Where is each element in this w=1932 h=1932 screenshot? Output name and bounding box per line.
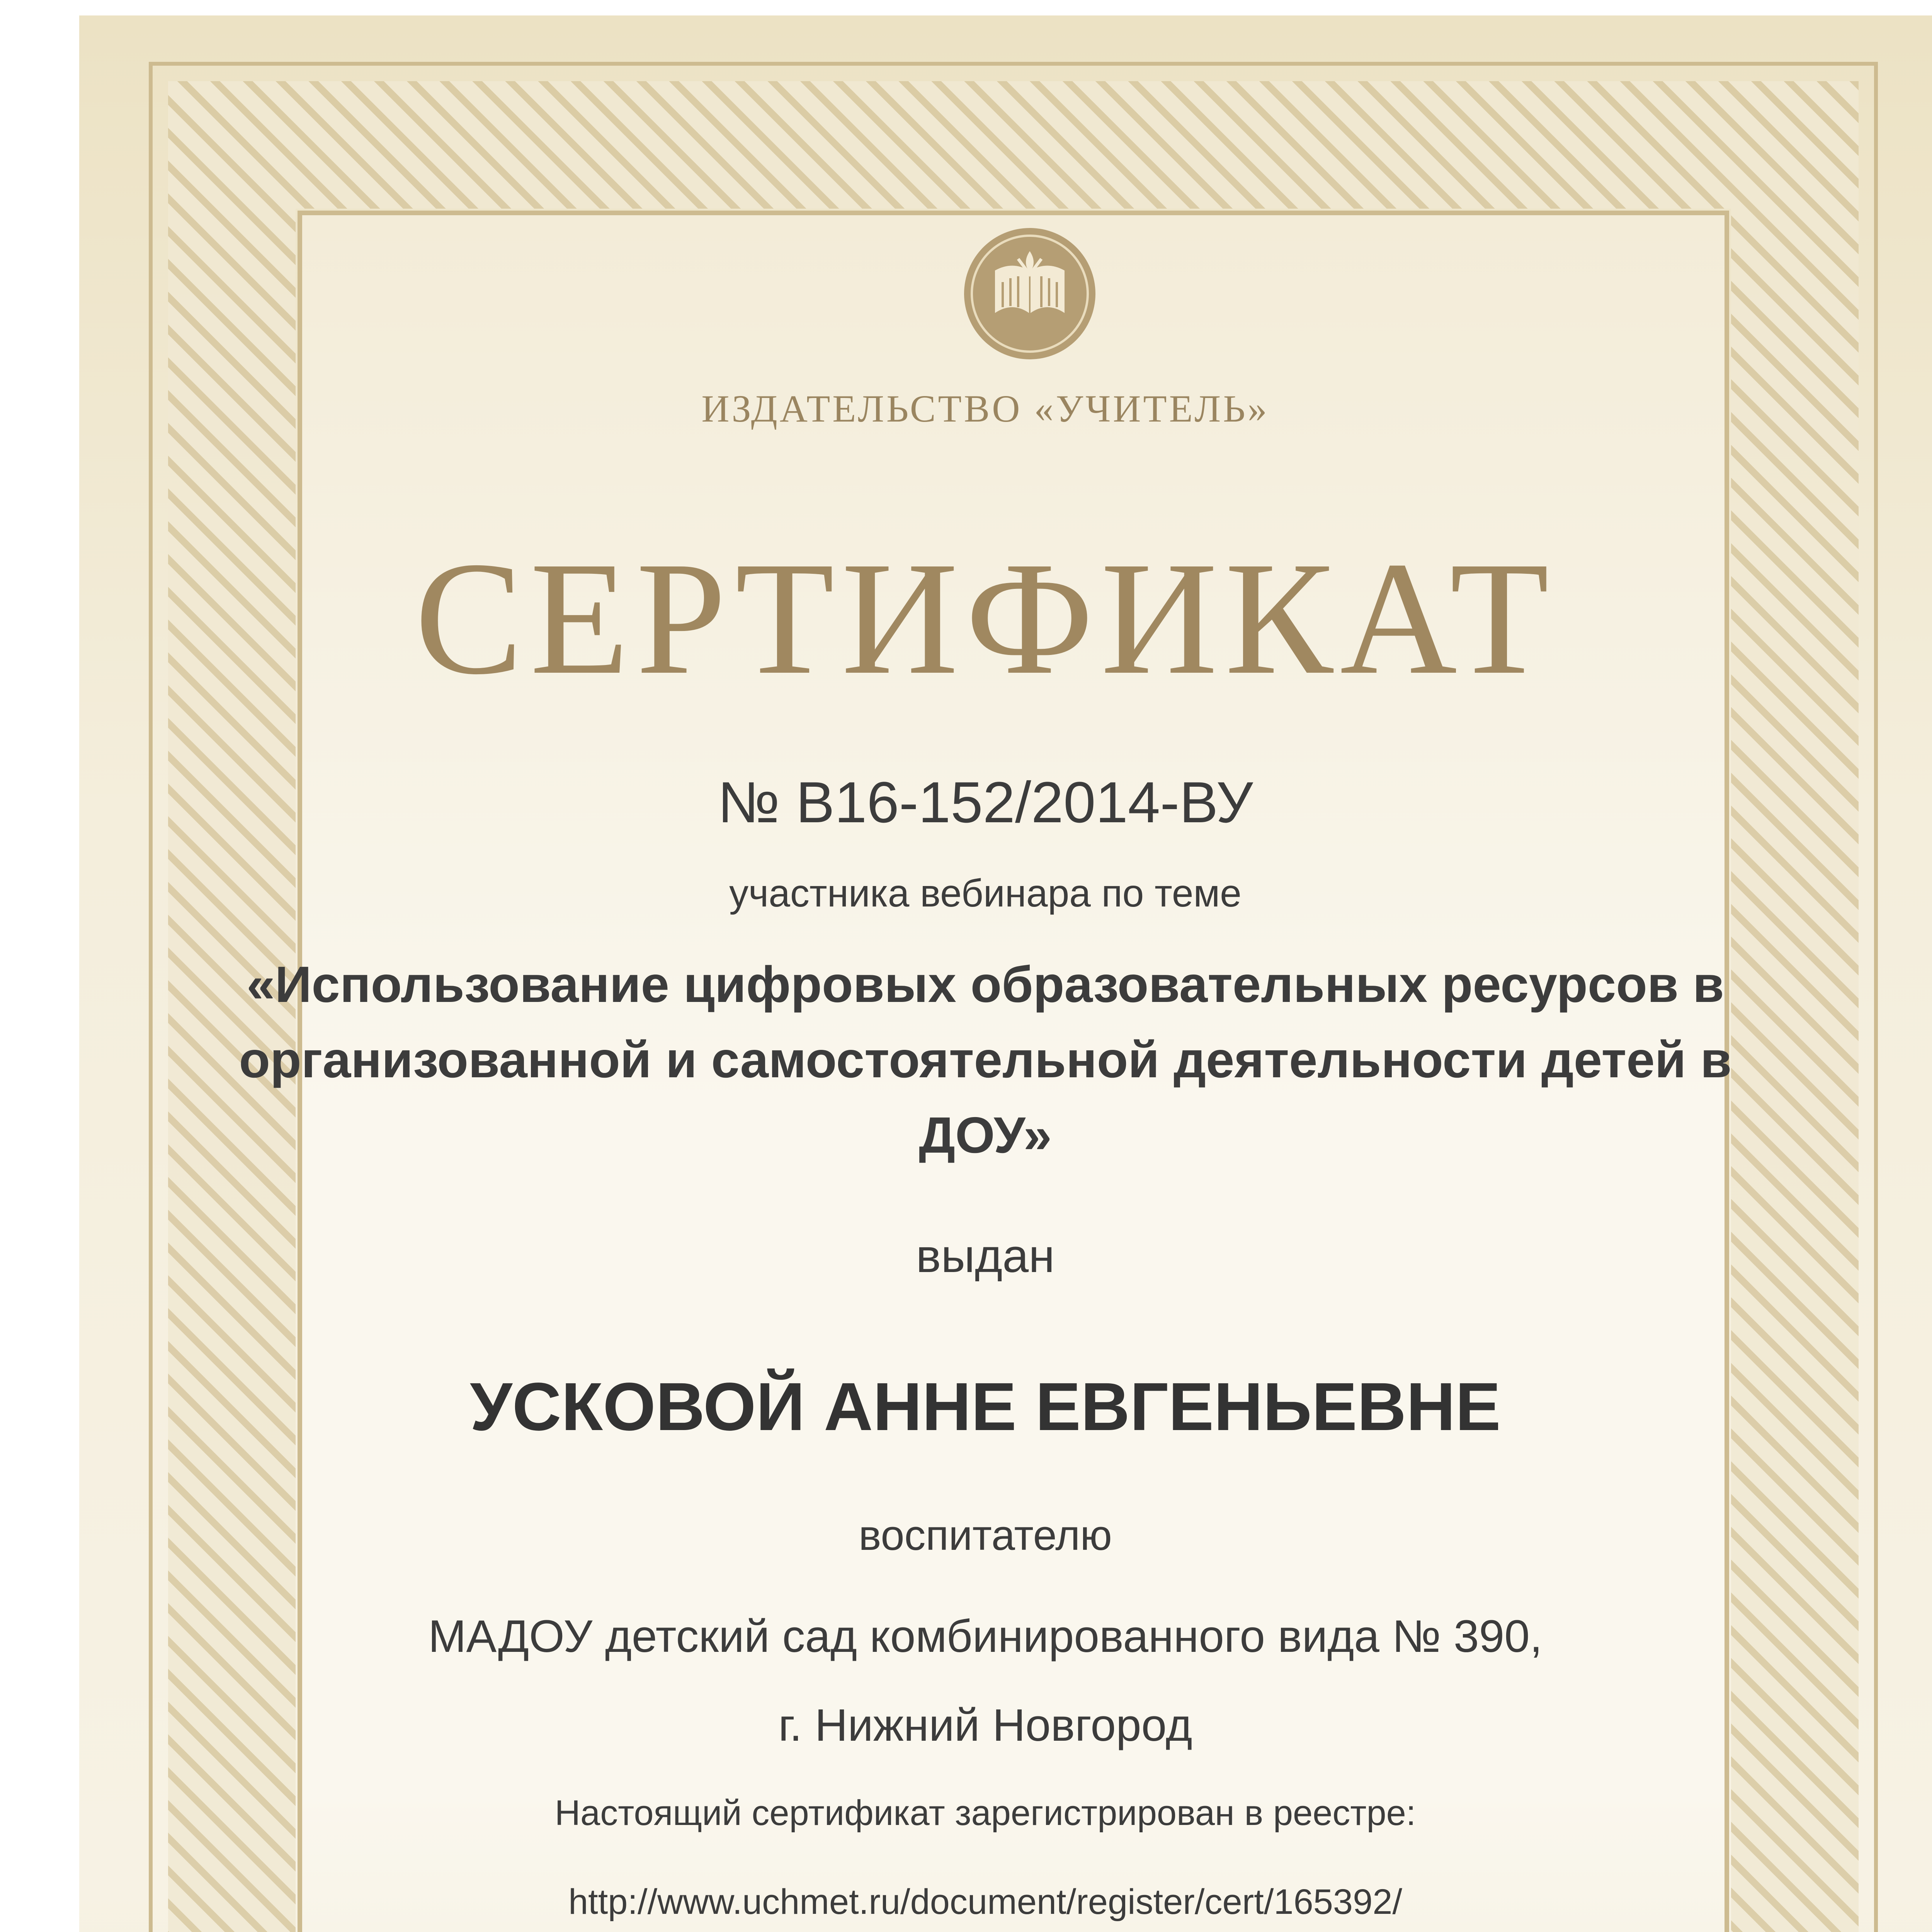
topic-line-1: «Использование цифровых образовательных ресурсов в — [247, 956, 1724, 1013]
registry-url: http://www.uchmet.ru/document/register/cert/165392/ — [568, 1882, 1402, 1922]
certificate-subtitle: участника вебинара по теме — [729, 872, 1242, 915]
webinar-topic — [0, 947, 1932, 1173]
issued-label: выдан — [916, 1230, 1055, 1282]
recipient-name: УСКОВОЙ АННЕ ЕВГЕНЬЕВНЕ — [470, 1369, 1501, 1445]
publisher-name: ИЗДАТЕЛЬСТВО «УЧИТЕЛЬ» — [701, 387, 1269, 430]
topic-line-3: ДОУ» — [919, 1107, 1052, 1163]
book-flame-logo-icon — [960, 224, 1099, 363]
topic-line-2: организованной и самостоятельной деятельности детей в — [239, 1031, 1732, 1088]
organization — [0, 1592, 1932, 1770]
registry-text: Настоящий сертификат зарегистрирован в реестре: — [554, 1793, 1416, 1833]
recipient-role: воспитателю — [859, 1512, 1112, 1559]
organization-line-1: МАДОУ детский сад комбинированного вида № 390, — [428, 1611, 1543, 1662]
organization-line-2: г. Нижний Новгород — [778, 1700, 1192, 1751]
certificate-number: № В16-152/2014-ВУ — [718, 770, 1253, 835]
certificate-title: СЕРТИФИКАТ — [415, 528, 1556, 708]
